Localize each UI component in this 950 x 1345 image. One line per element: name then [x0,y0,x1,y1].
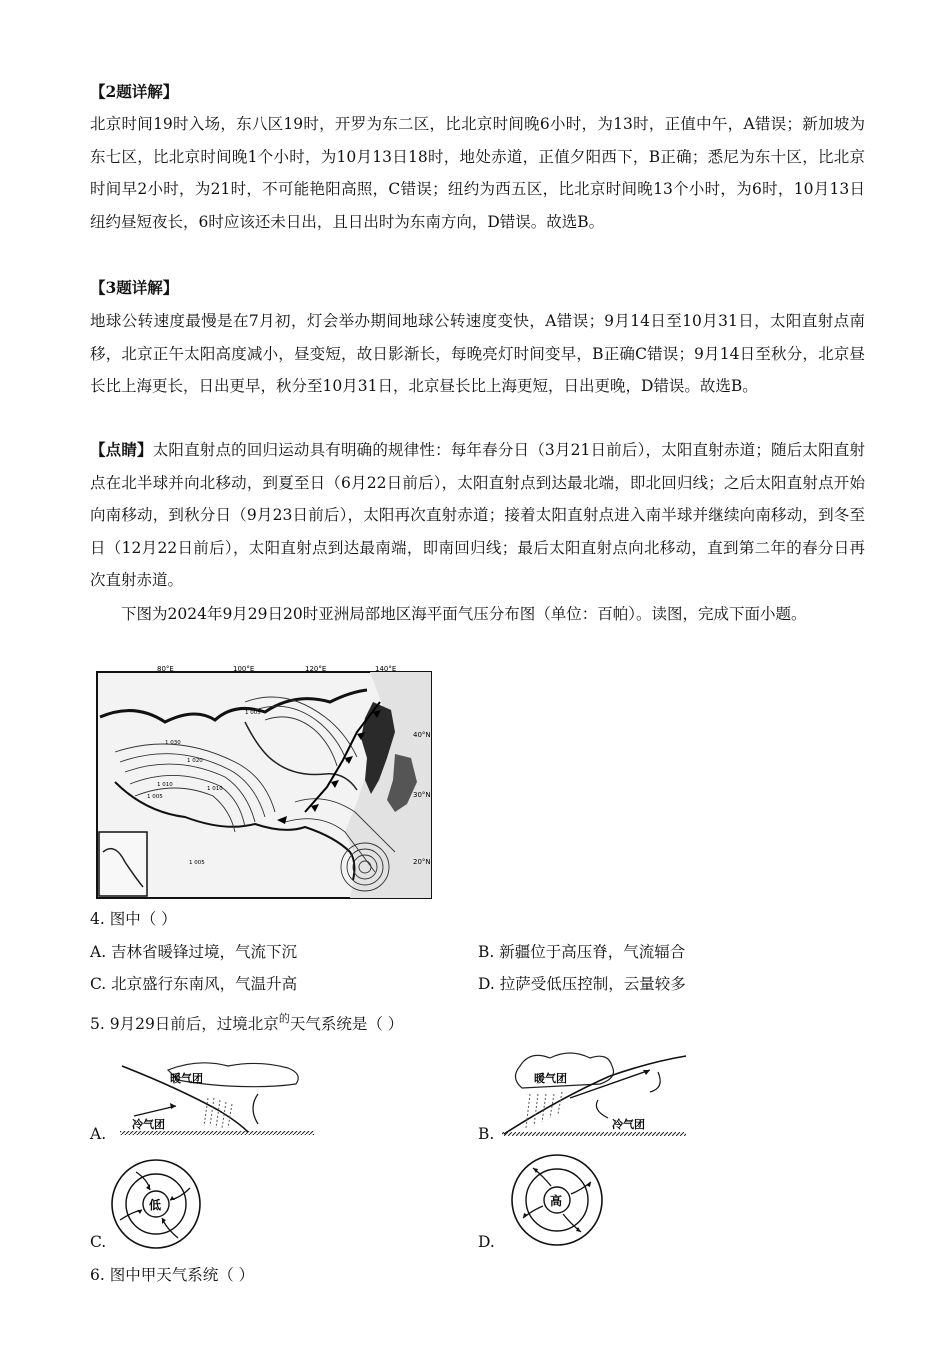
q4-option-d: D. 拉萨受低压控制，云量较多 [478,975,686,993]
q2-heading: 【2题详解】 [90,82,179,101]
map-isobar-label: 1 020 [187,758,203,764]
q5-option-a-label: A. [90,1125,107,1143]
arrow-right-icon [134,1106,176,1116]
map-isobar-label: 1 005 [245,710,261,716]
map-lon-label: 80°E [157,665,174,673]
rain-icon [204,1098,232,1128]
pressure-map [95,662,435,900]
map-inset [99,832,147,896]
rain-icon [526,1092,562,1128]
q4-option-c: C. 北京盛行东南风，气温升高 [90,975,298,993]
q5-stem-part1: 5. 9月29日前后，过境北京 [90,1015,279,1033]
q2-explanation [90,108,865,238]
q2-body: 北京时间19时入场，东八区19时，开罗为东二区，比北京时间晚6小时，为13时，正值中午，A错误；新加坡为东七区，比北京时间晚1个小时，为10月13日18时，地处赤道，正值夕阳西下，B正确；悉尼为东十区，比北京时间早2小时，为21时，不可能艳阳高照，C错误；纽约为西五区，比北京时间晚13个小时，为6时，10月13日纽约昼短夜长，6时应该还未日出，且日出时为东南方向，D错误。故选B。 [90,115,865,231]
warm-air-label: 暖气团 [534,1072,567,1085]
q4-option-a: A. 吉林省暖锋过境，气流下沉 [90,943,298,961]
map-isobar-label: 1 030 [165,740,181,746]
intro-section [90,598,865,631]
map-lat-label: 30°N [413,791,431,799]
q5-option-c-label: C. [90,1233,107,1251]
map-isobar-label: 1 005 [189,860,205,866]
tip-paragraph [90,434,865,597]
arrow-curve-icon [650,1072,660,1092]
arrow-head-icon [170,1103,176,1109]
q5-option-a-diagram [118,1058,318,1138]
map-lat-label: 20°N [413,858,431,866]
q3-explanation [90,305,865,403]
q5-option-c-diagram [108,1158,204,1250]
low-pressure-label: 低 [149,1198,162,1212]
q5-stem-part2: 天气系统是（ ） [289,1015,404,1033]
ground-hatch [502,1132,686,1136]
q5-option-b-label: B. [478,1125,495,1143]
q5-option-b-diagram [500,1048,690,1140]
q4-option-b: B. 新疆位于高压脊，气流辐合 [478,943,686,961]
cold-air-label: 冷气团 [612,1118,645,1131]
tip-heading: 【点睛】 [90,440,153,459]
map-isobar-label: 1 010 [207,786,223,792]
warm-air-label: 暖气团 [170,1072,203,1085]
q5-option-d-label: D. [478,1233,495,1251]
map-lat-label: 40°N [413,731,431,739]
arrow-up-icon [253,1094,258,1124]
arrow-back-icon [596,1100,608,1118]
q5-option-d-diagram [507,1152,607,1248]
ground-hatch [120,1131,314,1135]
q5-stem-small-char: 的 [278,1012,290,1025]
map-lon-label: 120°E [305,665,327,673]
q3-body: 地球公转速度最慢是在7月初，灯会举办期间地球公转速度变快，A错误；9月14日至10月31日，太阳直射点南移，北京正午太阳高度减小，昼变短，故日影渐长，每晚亮灯时间变早，B正确C错误；9月14日至秋分，北京昼长比上海更长，日出更早，秋分至10月31日，北京昼长比上海更短，日出更晚，D错误。故选B。 [90,312,865,395]
q5-stem [90,1012,403,1034]
q4-stem: 4. 图中（ ） [90,910,177,928]
q3-heading: 【3题详解】 [90,278,179,297]
intro-text: 下图为2024年9月29日20时亚洲局部地区海平面气压分布图（单位：百帕）。读图，完成下面小题。 [121,605,807,623]
map-lon-label: 100°E [233,665,255,673]
map-isobar-label: 1 010 [157,782,173,788]
tip-section [90,434,865,597]
map-isobar-label: 1 005 [147,794,163,800]
high-pressure-label: 高 [550,1194,563,1208]
map-lon-label: 140°E [375,665,397,673]
tip-body: 太阳直射点的回归运动具有明确的规律性：每年春分日（3月21日前后），太阳直射赤道；随后太阳直射点在北半球并向北移动，到夏至日（6月22日前后），太阳直射点到达最北端，即北回归线；之后太阳直射点开始向南移动，到秋分日（9月23日前后），太阳再次直射赤道；接着太阳直射点进入南半球并继续向南移动，到冬至日（12月22日前后），太阳直射点到达最南端，即南回归线；最后太阳直射点向北移动，直到第二年的春分日再次直射赤道。 [90,441,865,589]
cold-air-label: 冷气团 [132,1118,165,1131]
q6-stem: 6. 图中甲天气系统（ ） [90,1266,255,1284]
